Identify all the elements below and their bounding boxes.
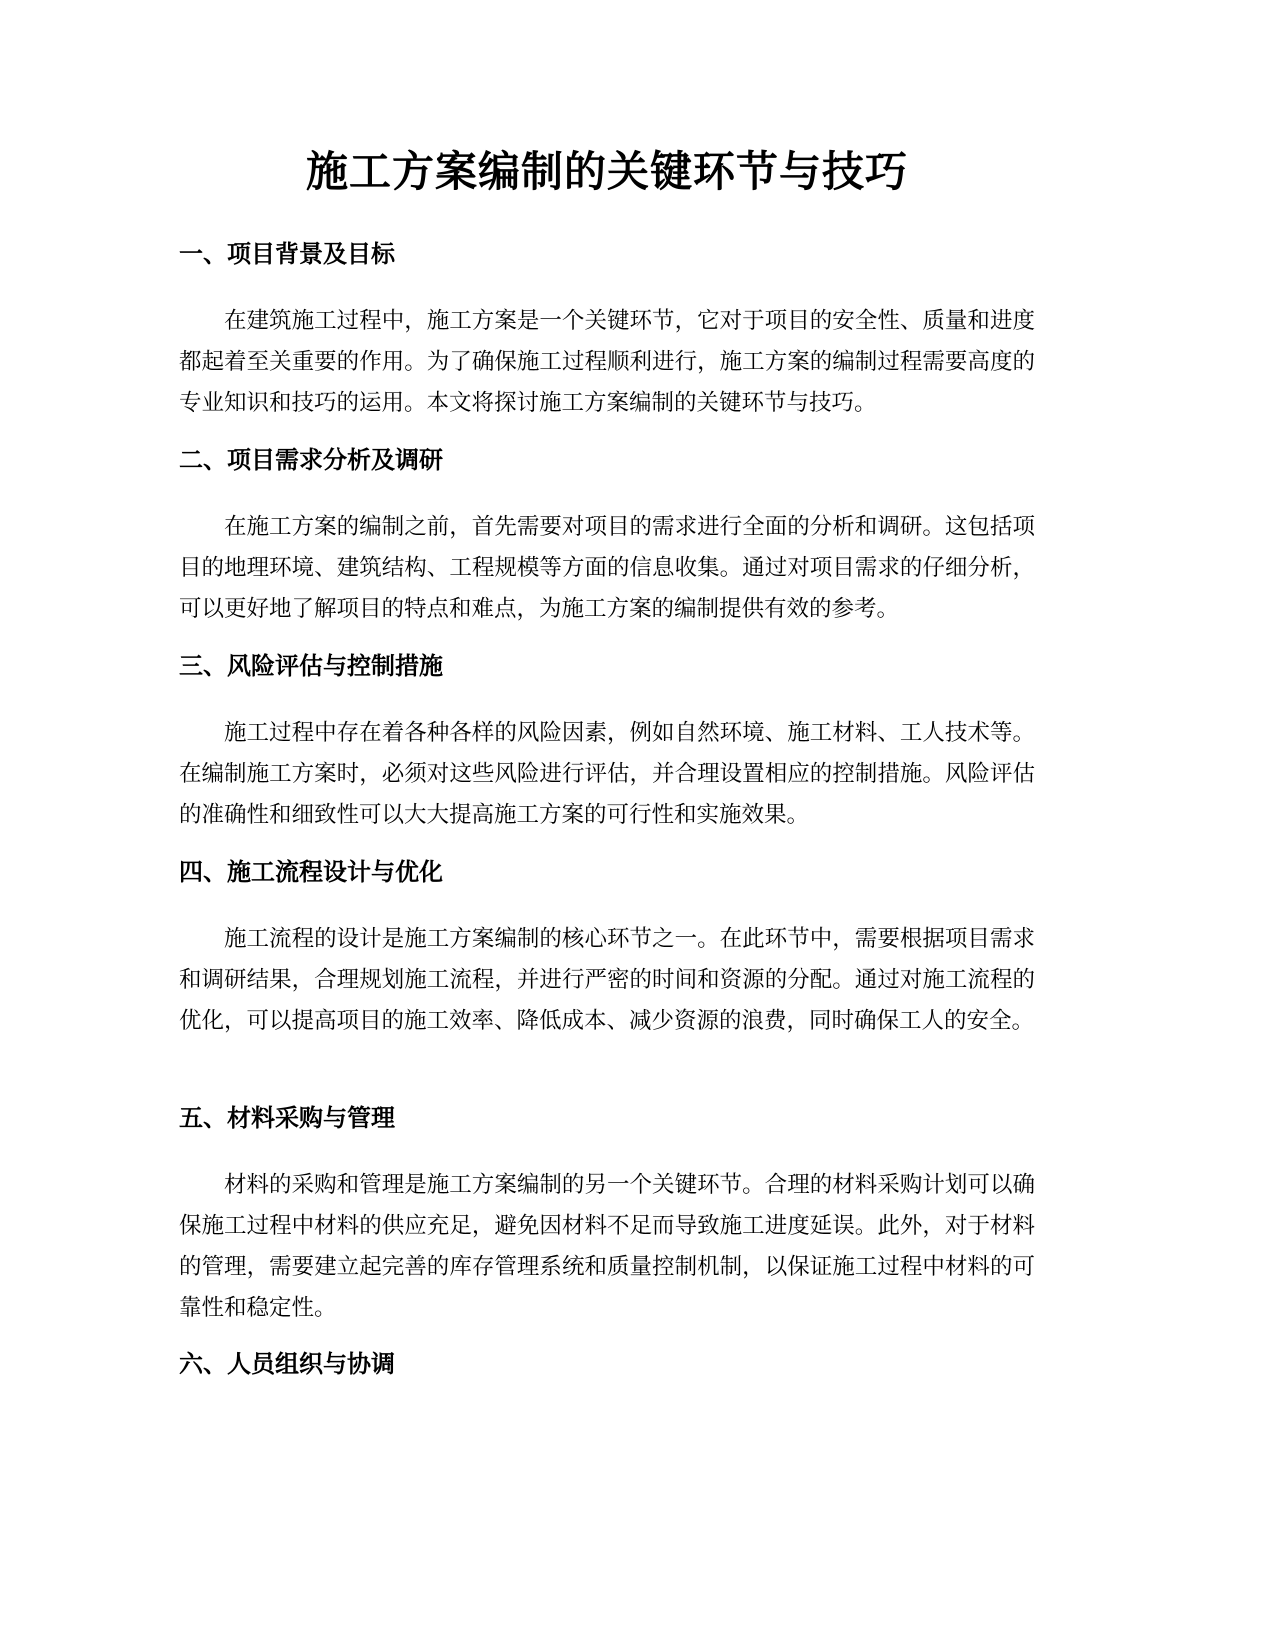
section-personnel-organization	[179, 1347, 1035, 1381]
document-title: 施工方案编制的关键环节与技巧	[305, 147, 908, 196]
section-paragraph: 施工流程的设计是施工方案编制的核心环节之一。在此环节中，需要根据项目需求和调研结果，合理规划施工流程，并进行严密的时间和资源的分配。通过对施工流程的优化，可以提高项目的施工效率、降低成本、减少资源的浪费，同时确保工人的安全。	[179, 926, 1035, 1034]
section-heading: 六、人员组织与协调	[179, 1350, 395, 1378]
section-paragraph: 材料的采购和管理是施工方案编制的另一个关键环节。合理的材料采购计划可以确保施工过程中材料的供应充足，避免因材料不足而导致施工进度延误。此外，对于材料的管理，需要建立起完善的库存管理系统和质量控制机制，以保证施工过程中材料的可靠性和稳定性。	[179, 1172, 1035, 1321]
section-heading: 三、风险评估与控制措施	[179, 652, 443, 680]
section-requirement-analysis	[179, 443, 1035, 630]
section-paragraph: 在施工方案的编制之前，首先需要对项目的需求进行全面的分析和调研。这包括项目的地理环境、建筑结构、工程规模等方面的信息收集。通过对项目需求的仔细分析，可以更好地了解项目的特点和难点，为施工方案的编制提供有效的参考。	[179, 514, 1035, 622]
section-risk-assessment	[179, 649, 1035, 836]
section-heading: 二、项目需求分析及调研	[179, 446, 443, 474]
section-heading: 五、材料采购与管理	[179, 1104, 395, 1132]
section-heading: 一、项目背景及目标	[179, 240, 395, 268]
section-heading: 四、施工流程设计与优化	[179, 858, 443, 886]
section-process-design	[179, 855, 1035, 1042]
section-paragraph: 在建筑施工过程中，施工方案是一个关键环节，它对于项目的安全性、质量和进度都起着至关重要的作用。为了确保施工过程顺利进行，施工方案的编制过程需要高度的专业知识和技巧的运用。本文将探讨施工方案编制的关键环节与技巧。	[179, 308, 1035, 416]
section-paragraph: 施工过程中存在着各种各样的风险因素，例如自然环境、施工材料、工人技术等。在编制施工方案时，必须对这些风险进行评估，并合理设置相应的控制措施。风险评估的准确性和细致性可以大大提高施工方案的可行性和实施效果。	[179, 720, 1035, 828]
section-project-background	[179, 237, 1035, 424]
section-material-procurement	[179, 1101, 1035, 1329]
